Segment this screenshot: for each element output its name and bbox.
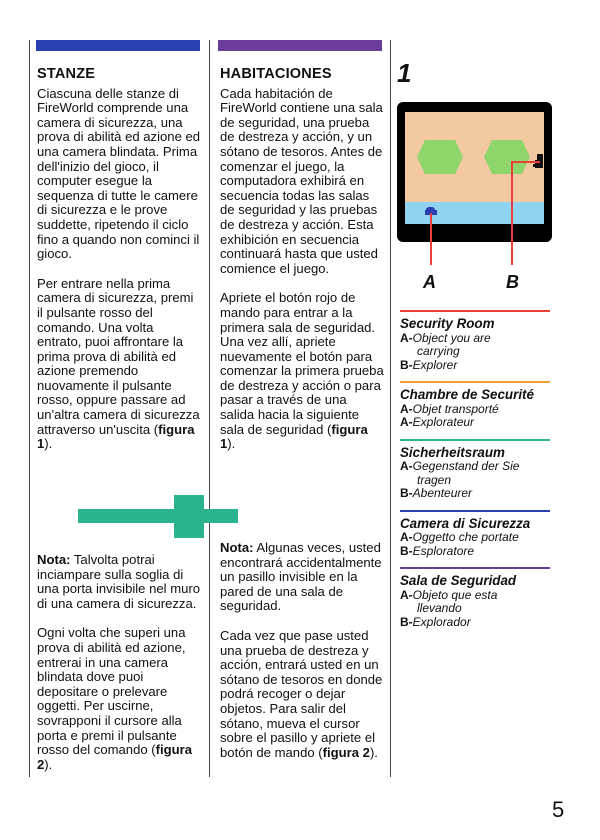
column-spanish-lower [220,541,384,775]
heading-habitaciones: HABITACIONES [220,66,332,82]
paragraph-stanze-1: Ciascuna delle stanze di FireWorld comprende una camera di sicurezza, una prova di abilità ed azione ed una camera blindata. Prima dell'inizio del gioco, il computer esegue la sequenza di tutte le camere di sicurezza e le prove suddette, ripetendo il ciclo fino a quando non cominci il gioco. [37,85,201,262]
legend-rule [400,439,550,441]
column-italian-lower [37,553,201,787]
callout-line-b-vertical [511,161,513,265]
paragraph-habitaciones-2: Apriete el botón rojo de mando para entrar a la primera sala de seguridad. Una vez allí, apriete nuevamente el botón para comenzar la primera prueba de destreza y acción o para pasar a través de una salida hacia la siguiente sala de seguridad (figura 1). [220,290,384,452]
heading-stanze: STANZE [37,66,96,82]
legend-title: Sicherheitsraum [400,444,505,460]
legend-item-a: A-Objeto que esta [400,587,498,602]
column-spanish [220,67,384,467]
legend-title: Sala de Seguridad [400,573,517,588]
figure-legend [400,310,550,638]
callout-label-a: A [423,272,436,292]
legend-item-a-cont: llevando [417,601,462,615]
callout-line-b-horizontal [511,161,540,163]
legend-item-a-cont: tragen [417,472,452,487]
legend-title: Camera di Sicurezza [400,515,531,531]
column-rule-middle [209,40,210,777]
legend-title: Chambre de Securité [400,387,534,402]
legend-item-a: A-Objet transporté [400,401,499,416]
column-rule-left [29,40,30,777]
legend-rule [400,310,550,312]
legend-block-italian [400,510,550,559]
legend-item-b: B-Explorer [400,357,458,372]
legend-block-french [400,381,550,430]
cross-vertical-bar [174,495,204,538]
legend-rule [400,510,550,512]
legend-item-b: B-Esploratore [400,543,475,558]
paragraph-stanze-2: Per entrare nella prima camera di sicurezza, premi il pulsante rosso del comando. Una volta entrato, puoi affrontare la prima prova di abilità ed azione premendo nuovamente il pulsante rosso, oppure passare ad un'altra camera di sicurezza attraverso un'uscita (figura 1). [37,275,200,452]
legend-item-a: A-Object you are [400,330,491,345]
figure-ref: figura 1 [37,421,195,452]
cross-horizontal-bar [78,509,238,523]
paragraph-stanze-3: Ogni volta che superi una prova di abilità ed azione, entrerai in una camera blindata dove puoi depositare o prelevare oggetti. Per uscirne, sovrapponi il cursore alla porta e premi il pulsante rosso del comando (figura 2). [37,625,193,772]
legend-title: Security Room [400,316,495,331]
page-number: 5 [552,797,565,822]
legend-block-english [400,310,550,372]
callout-label-b: B [506,272,519,292]
column-header-bar-blue [36,40,200,51]
column-header-bar-purple [218,40,382,51]
right-hexagon-wall [484,140,530,174]
left-hexagon-wall [417,140,463,174]
callout-dot-a [426,207,435,213]
legend-block-spanish [400,567,550,629]
legend-item-a-cont: carrying [417,344,460,358]
game-screen-image [397,102,552,242]
legend-block-german [400,439,550,501]
game-screenshot [397,102,552,242]
figure-ref: figura 2 [322,744,370,760]
legend-item-b: B-Explorador [400,614,471,629]
figure-ref: figura 1 [220,421,368,452]
legend-rule [400,381,550,383]
callout-line-a [430,210,432,265]
column-italian [37,67,201,467]
legend-rule [400,567,550,569]
legend-item-b: B-Abenteurer [400,486,473,500]
legend-item-a: A-Gegenstand der Sie [400,459,520,473]
legend-item-a: A-Oggetto che portate [400,530,519,544]
paragraph-habitaciones-3: Cada vez que pase usted una prueba de destreza y acción, entrará usted en un sótano de tesoros en donde podrá recoger o dejar objetos. Para salir del sótano, mueva el cursor sobre el pasillo y apriete el botón de mando (figura 2). [220,627,383,760]
note-habitaciones: Nota: Algunas veces, usted encontrará accidentalmente un pasillo invisible en la pared de una sala de seguridad. [220,540,382,614]
figure-ref: figura 2 [37,742,193,772]
note-stanze: Nota: Talvolta potrai inciampare sulla soglia di una porta invisibile nel muro di una camera di sicurezza. [37,552,201,611]
paragraph-habitaciones-1: Cada habitación de FireWorld contiene una sala de seguridad, una prueba de destreza y acción, y un sótano de tesoros. Antes de comenzar el juego, la computadora exhibirá en secuencia todas las salas de seguridad y las pruebas de destreza y acción. Esta exhibición en secuencia continuará hasta que usted comience el juego. [220,85,383,276]
column-rule-right [390,40,391,777]
figure-number: 1 [397,58,412,88]
legend-item-b: A-Explorateur [400,415,475,429]
